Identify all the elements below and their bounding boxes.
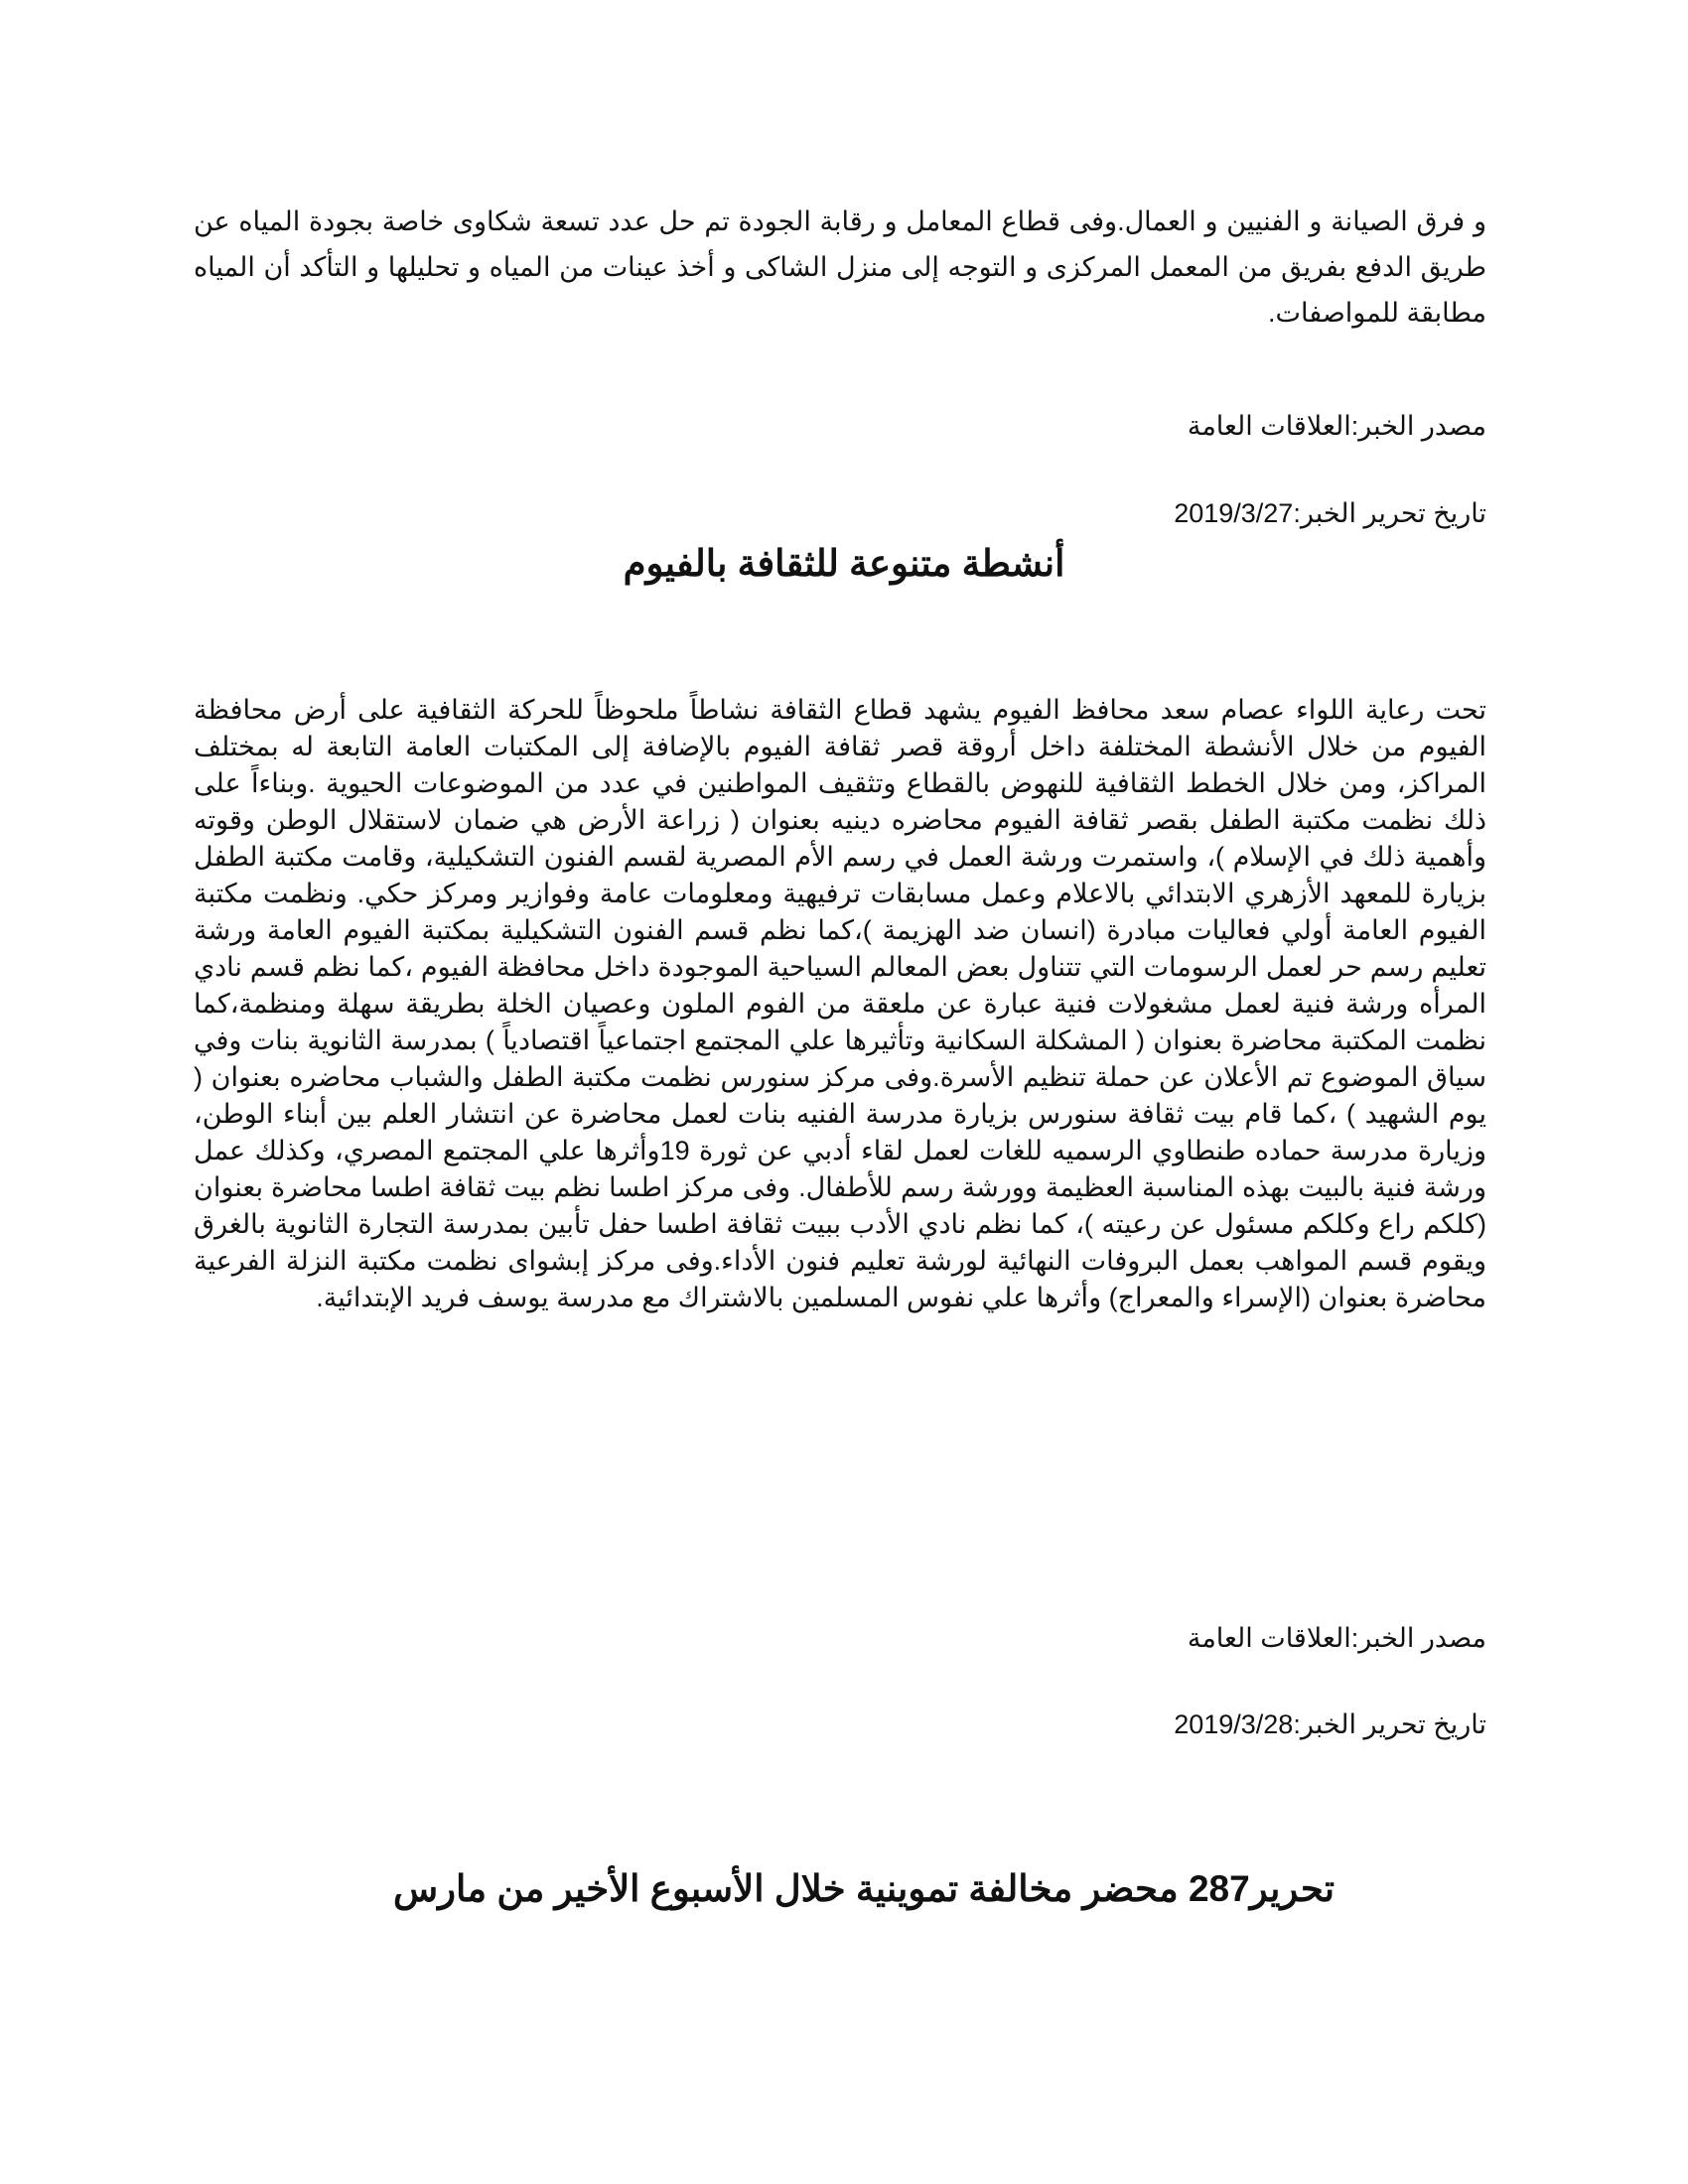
- news-source-line: مصدر الخبر:العلاقات العامة: [1187, 1623, 1486, 1653]
- article-heading: تحرير287 محضر مخالفة تموينية خلال الأسبوع الأخير من مارس: [392, 1868, 1336, 1909]
- article-body: تحت رعاية اللواء عصام سعد محافظ الفيوم يشهد قطاع الثقافة نشاطاً ملحوظاً للحركة الثقافية على أرض محافظة الفيوم من خلال الأنشطة المختلفة داخل أروقة قصر ثقافة الفيوم بالإضافة إلى المكتبات العامة التابعة له بمختلف المراكز، ومن خلال الخطط الثقافية للنهوض بالقطاع وتثقيف المواطنين في عدد من الموضوعات الحيوية .وبناءاً على ذلك نظمت مكتبة الطفل بقصر ثقافة الفيوم محاضره دينيه بعنوان ( زراعة الأرض هي ضمان لاستقلال الوطن وقوته وأهمية ذلك في الإسلام )، واستمرت ورشة العمل في رسم الأم المصرية لقسم الفنون التشكيلية، وقامت مكتبة الطفل بزيارة للمعهد الأزهري الابتدائي بالاعلام وعمل مسابقات ترفيهية ومعلومات عامة وفوازير ومركز حكي. ونظمت مكتبة الفيوم العامة أولي فعاليات مبادرة (انسان ضد الهزيمة )،كما نظم قسم الفنون التشكيلية بمكتبة الفيوم العامة ورشة تعليم رسم حر لعمل الرسومات التي تتناول بعض المعالم السياحية الموجودة داخل محافظة الفيوم ،كما نظم قسم نادي المرأه ورشة فنية لعمل مشغولات فنية عبارة عن ملعقة من الفوم الملون وعصيان الخلة بطريقة سهلة ومنظمة،كما نظمت المكتبة محاضرة بعنوان ( المشكلة السكانية وتأثيرها علي المجتمع اجتماعياً اقتصادياً ) بمدرسة الثانوية بنات وفي سياق الموضوع تم الأعلان عن حملة تنظيم الأسرة.وفى مركز سنورس نظمت مكتبة الطفل والشباب محاضره بعنوان ( يوم الشهيد ) ،كما قام بيت ثقافة سنورس بزيارة مدرسة الفنيه بنات لعمل محاضرة عن انتشار العلم بين أبناء الوطن، وزيارة مدرسة حماده طنطاوي الرسميه للغات لعمل لقاء أدبي عن ثورة 19وأثرها علي المجتمع المصري، وكذلك عمل ورشة فنية بالبيت بهذه المناسبة العظيمة وورشة رسم للأطفال. وفى مركز اطسا نظم بيت ثقافة اطسا محاضرة بعنوان (كلكم راع وكلكم مسئول عن رعيته )، كما نظم نادي الأدب ببيت ثقافة اطسا حفل تأبين بمدرسة التجارة الثانوية بالغرق ويقوم قسم المواهب بعمل البروفات النهائية لورشة تعليم فنون الأداء.وفى مركز إبشواى نظمت مكتبة النزلة الفرعية محاضرة بعنوان (الإسراء والمعراج) وأثرها علي نفوس المسلمين بالاشتراك مع مدرسة يوسف فريد الإبتدائية.: [194, 695, 1486, 1312]
- intro-paragraph: و فرق الصيانة و الفنيين و العمال.وفى قطاع المعامل و رقابة الجودة تم حل عدد تسعة شكاوى خاصة بجودة المياه عن طريق الدفع بفريق من المعمل المركزى و التوجه إلى منزل الشاكى و أخذ عينات من المياه و تحليلها و التأكد أن المياه مطابقة للمواصفات.: [194, 206, 1486, 328]
- news-date-line: تاريخ تحرير الخبر:2019/3/28: [1174, 1709, 1486, 1739]
- article-heading: أنشطة متنوعة للثقافة بالفيوم: [623, 543, 1065, 584]
- news-source-line: مصدر الخبر:العلاقات العامة: [1187, 411, 1486, 441]
- news-date-line: تاريخ تحرير الخبر:2019/3/27: [1174, 498, 1486, 528]
